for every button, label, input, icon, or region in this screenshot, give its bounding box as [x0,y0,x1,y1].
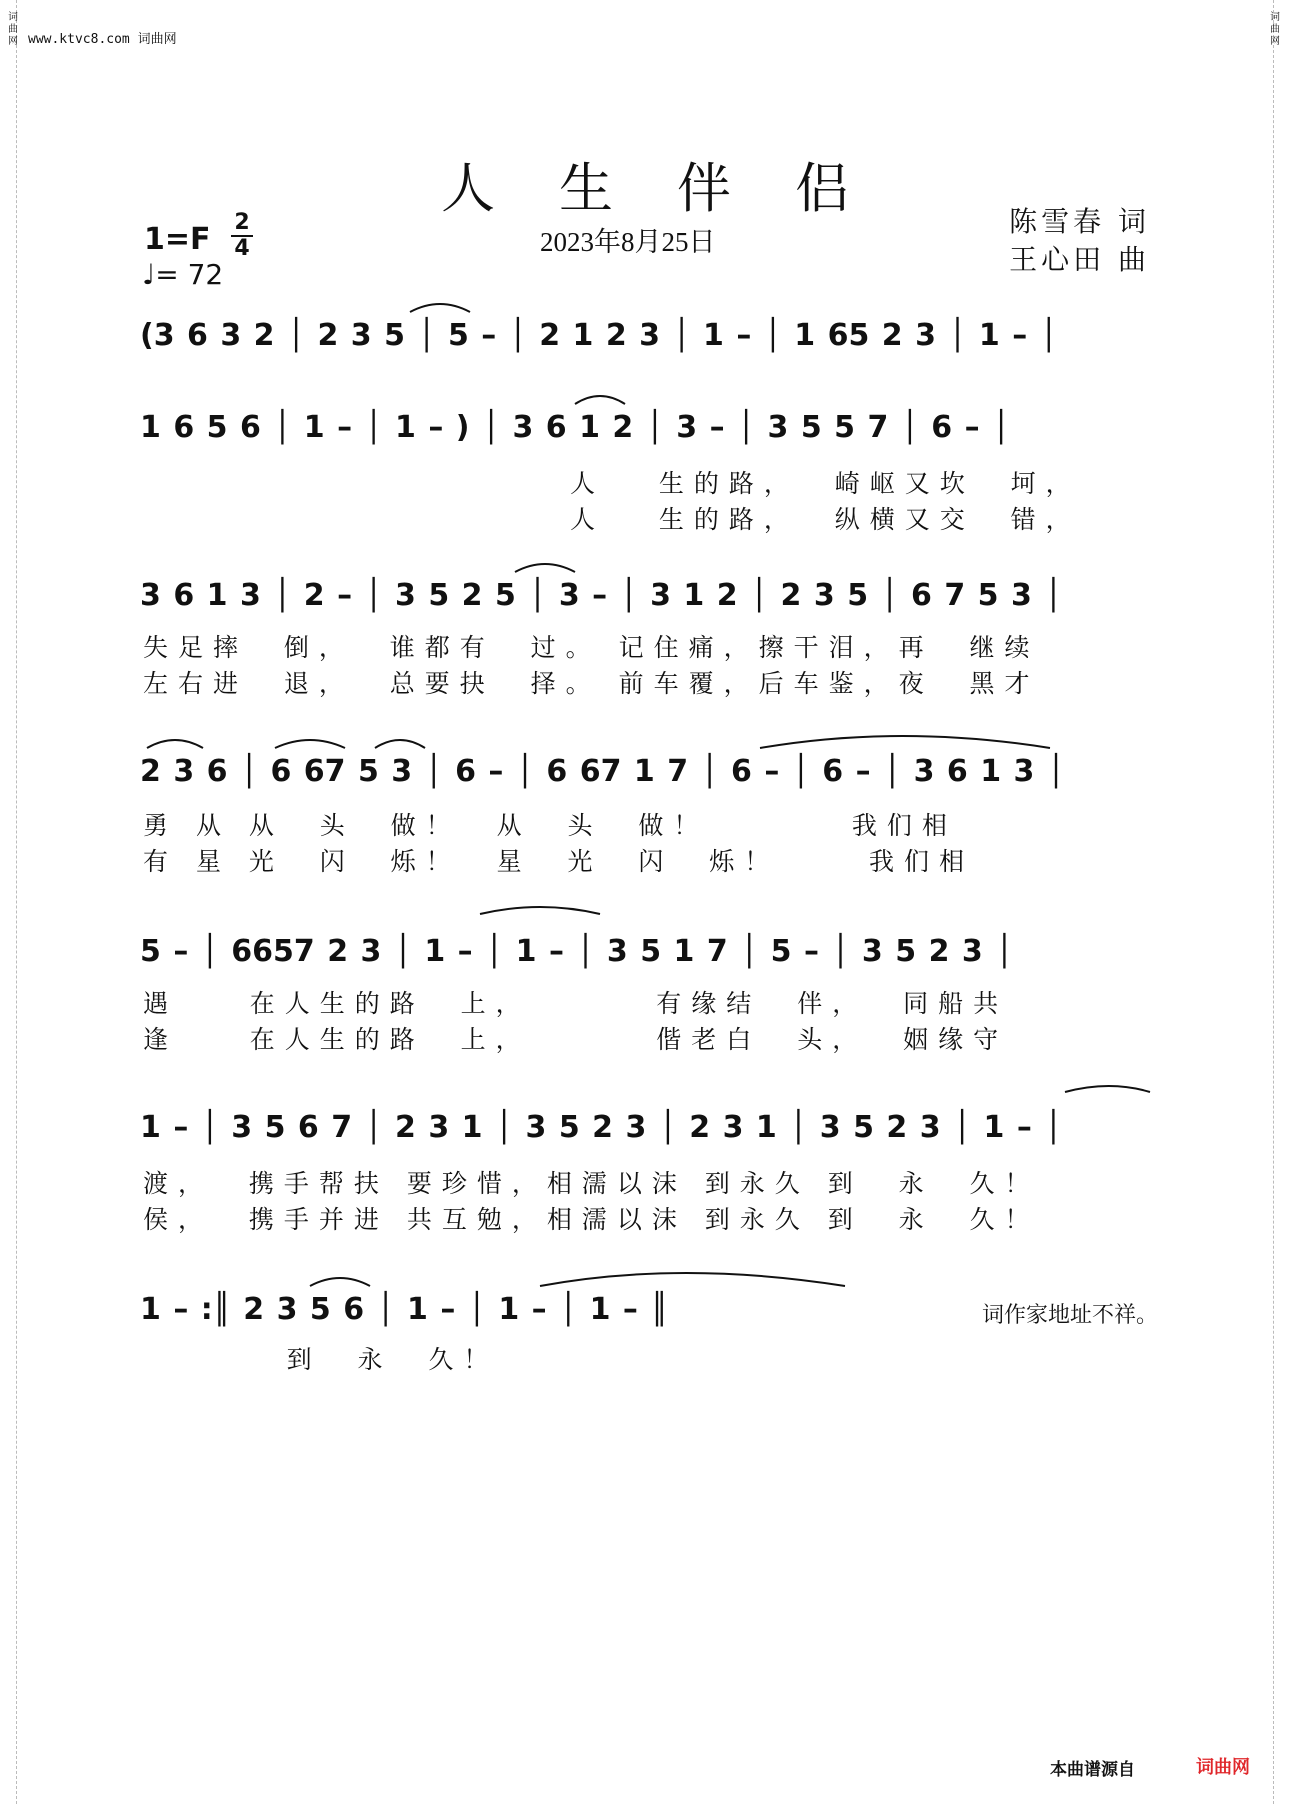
slur [760,736,1050,748]
notation-line: 1 – │ 3 5 6 7 │ 2 3 1 │ 3 5 2 3 │ 2 3 1 │ 3 5 2 3 │ 1 – │ [140,1110,1063,1145]
lyrics-verse-1: 失足摔 倒， 谁都有 过。 记住痛，擦干泪，再 继续 [143,633,1040,662]
side-watermark: 词 [8,12,18,23]
slur [410,304,470,312]
notation-line: (3 6 3 2 │ 2 3 5 │ 5 – │ 2 1 2 3 │ 1 – │ 1 65 2 3 │ 1 – │ [140,318,1058,353]
key-signature: 1=F [144,222,211,257]
lyrics-verse-1: 勇 从 从 头 做！ 从 头 做！ 我们相 [143,811,957,840]
slur [375,740,425,748]
slur [275,740,345,748]
lyrics-verse-1: 人 生的路， 崎岖又坎 坷， [570,469,1081,498]
slur [480,907,600,914]
side-watermark: 网 [1270,36,1280,47]
lyrics-verse-2: 逢 在人生的路 上， 偕老白 头， 姻缘守 [143,1025,1009,1054]
end-note: 词作家地址不祥。 [982,1303,1159,1328]
footer-brand-link[interactable]: 词曲网 [1196,1757,1250,1778]
lyrics-verse-2: 人 生的路， 纵横又交 错， [570,505,1081,534]
slur [540,1273,845,1286]
side-watermark: 曲 [8,24,18,35]
lyrics-verse-2: 侯， 携手并进 共互勉，相濡以沫 到永久 到 永 久！ [143,1205,1040,1234]
site-url: www.ktvc8.com 词曲网 [28,32,177,47]
lyrics-verse-2: 左右进 退， 总要抉 择。 前车覆，后车鉴，夜 黑才 [143,669,1040,698]
tempo-marking: ♩= 72 [142,258,224,291]
notation-line: 1 – :║ 2 3 5 6 │ 1 – │ 1 – │ 1 – ║ [140,1292,669,1327]
time-signature-top: 2 [234,210,250,235]
lyrics-verse-2: 有 星 光 闪 烁！ 星 光 闪 烁！ 我们相 [143,847,974,876]
side-watermark: 曲 [1270,24,1280,35]
notation-line: 3 6 1 3 │ 2 – │ 3 5 2 5 │ 3 – │ 3 1 2 │ 2 3 5 │ 6 7 5 3 │ [140,578,1063,613]
slur [515,564,575,572]
notation-line: 1 6 5 6 │ 1 – │ 1 – ) │ 3 6 1 2 │ 3 – │ 3 5 5 7 │ 6 – │ [140,410,1011,445]
composer-credit: 王心田 曲 [1009,243,1150,276]
lyrics-verse-1: 遇 在人生的路 上， 有缘结 伴， 同船共 [143,989,1009,1018]
notation-line: 2 3 6 │ 6 67 5 3 │ 6 – │ 6 67 1 7 │ 6 – │ 6 – │ 3 6 1 3 │ [140,754,1065,789]
song-date: 2023年8月25日 [540,227,716,257]
side-watermark: 词 [1270,12,1280,23]
slur [575,396,625,404]
lyricist-credit: 陈雪春 词 [1009,205,1150,238]
footer-source: 本曲谱源自 [1050,1760,1135,1780]
slur [1065,1086,1150,1092]
lyrics-coda: 到 永 久！ [143,1345,499,1374]
notation-line: 5 – │ 6657 2 3 │ 1 – │ 1 – │ 3 5 1 7 │ 5 – │ 3 5 2 3 │ [140,934,1014,969]
slur [310,1278,370,1286]
song-title: 人生伴侣 [441,157,913,220]
lyrics-verse-1: 渡， 携手帮扶 要珍惜，相濡以沫 到永久 到 永 久！ [143,1169,1040,1198]
side-watermark: 网 [8,36,18,47]
slur [147,740,203,748]
time-signature-bottom: 4 [234,236,250,261]
